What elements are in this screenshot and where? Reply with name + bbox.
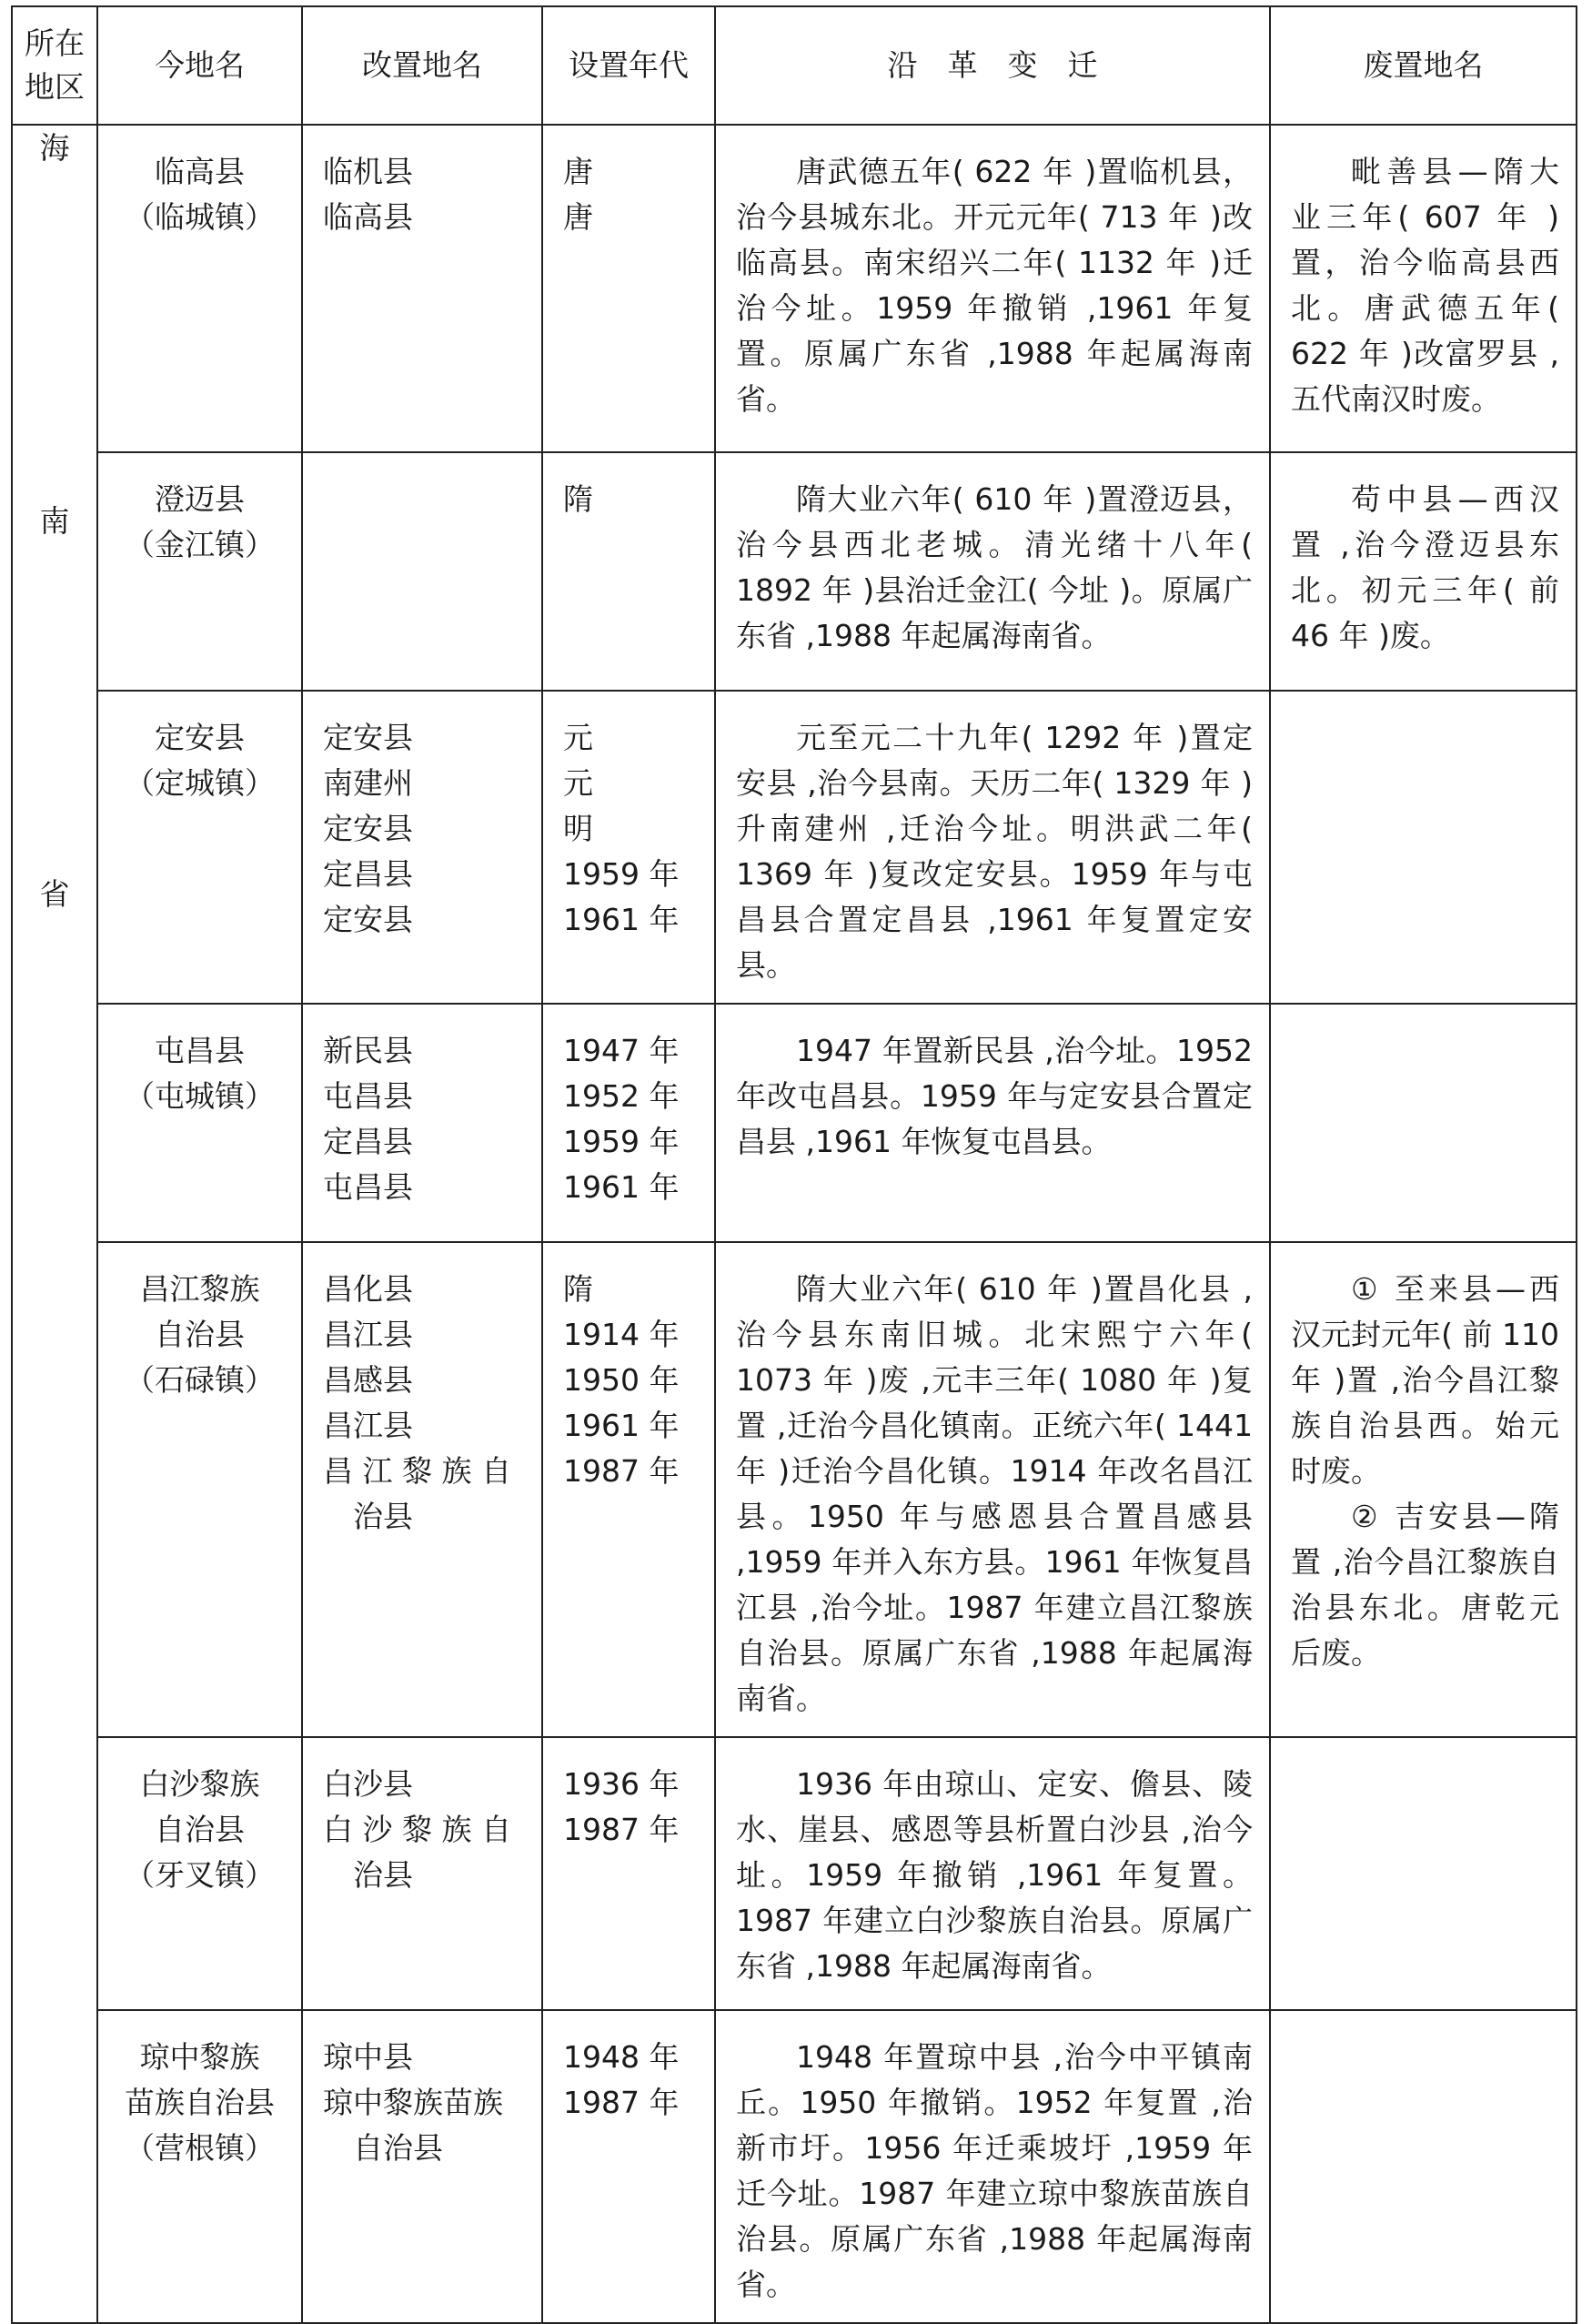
reset-names-cell-line: 昌化县 [323,1271,413,1307]
era-cell-line: 1948 年 [563,2039,680,2075]
reset-names-cell-line: 南建州 [323,765,413,801]
region-char: 省 [39,876,70,912]
era-cell [542,1004,715,1242]
history-text: 隋大业六年( 610 年 )置昌化县 ,治今县东南旧城。北宋熙宁六年( 1073 年 )废 ,元丰三年( 1080 年 )复置 ,迁治今昌化镇南。正统六年( 1441 年 )迁治今昌化镇。1914 年改名昌江县。1950 年与感恩县合置昌感县 ,1959 年并入东方县。1961 年恢复昌江县 ,治今址。1987 年建立昌江黎族自治县。原属广东省 ,1988 年起属海南省。 [736,1271,1253,1716]
reset-names-cell-line: 昌江县 [323,1408,413,1443]
era-cell-line: 1961 年 [563,1169,680,1205]
history-cell [715,2010,1270,2323]
table-row [12,1737,1577,2010]
reset-names-cell-line: 昌江县 [323,1317,413,1352]
current-name-cell [97,2010,302,2323]
header-current-name: 今地名 [97,6,302,125]
region-cell [12,125,97,2323]
history-text: 隋大业六年( 610 年 )置澄迈县，治今县西北老城。清光绪十八年( 1892 年 )县治迁金江( 今址 )。原属广东省 ,1988 年起属海南省。 [736,481,1253,653]
current-name-cell-line: （石碌镇） [125,1362,275,1398]
header-abolished: 废置地名 [1270,6,1577,125]
current-name-cell [97,452,302,691]
current-name-cell-line: （营根镇） [125,2130,275,2166]
table-row [12,1242,1577,1737]
current-name-cell-line: 苗族自治县 [125,2085,275,2120]
current-name-cell [97,691,302,1004]
current-name-cell-line: （牙叉镇） [125,1857,275,1893]
history-cell [715,452,1270,691]
abolished-entry: 苟中县—西汉置 ,治今澄迈县东北。初元三年( 前 46 年 )废。 [1291,481,1559,653]
reset-names-cell-line: 琼中黎族苗族 [323,2085,503,2120]
reset-names-cell-line: 临机县 [323,154,413,189]
abolished-cell [1270,2010,1577,2323]
era-cell-line: 1959 年 [563,856,680,892]
reset-names-cell-line: 定安县 [323,720,413,755]
reset-names-cell-line: 自治县 [323,2130,443,2166]
table-row [12,452,1577,691]
reset-names-cell-line: 定安县 [323,811,413,846]
history-cell [715,125,1270,452]
era-cell-line: 元 [563,765,593,801]
history-cell [715,1242,1270,1737]
abolished-entry: ② 吉安县—隋置 ,治今昌江黎族自治县东北。唐乾元后废。 [1291,1499,1559,1671]
history-text: 唐武德五年( 622 年 )置临机县，治今县城东北。开元元年( 713 年 )改临高县。南宋绍兴二年( 1132 年 )迁治今址。1959 年撤销 ,1961 年复置。原属广东省 ,1988 年起属海南省。 [736,154,1253,417]
current-name-cell [97,1737,302,2010]
reset-names-cell [302,1737,542,2010]
reset-names-cell [302,691,542,1004]
abolished-cell [1270,452,1577,691]
abolished-entry: ① 至来县—西汉元封元年( 前 110 年 )置 ,治今昌江黎族自治县西。始元时废。 [1291,1271,1559,1489]
current-name-cell [97,125,302,452]
table-row [12,125,1577,452]
era-cell [542,125,715,452]
era-cell-line: 1952 年 [563,1078,680,1114]
reset-names-cell [302,1004,542,1242]
abolished-cell [1270,1004,1577,1242]
reset-names-cell-line: 琼中县 [323,2039,413,2075]
abolished-entry: 毗善县—隋大业三年( 607 年 )置，治今临高县西北。唐武德五年( 622 年 )改富罗县 ,五代南汉时废。 [1291,154,1559,417]
gazetteer-table [11,5,1577,2324]
reset-names-cell-line: 白沙县 [323,1766,413,1802]
table-row [12,691,1577,1004]
reset-names-cell-line: 昌感县 [323,1362,413,1398]
era-cell-line: 1936 年 [563,1766,680,1802]
reset-names-cell-line: 临高县 [323,199,413,235]
reset-names-cell-line: 新民县 [323,1033,413,1068]
reset-names-cell [302,452,542,691]
current-name-cell-line: 澄迈县 [155,481,245,517]
abolished-cell [1270,691,1577,1004]
era-cell-line: 1914 年 [563,1317,680,1352]
history-cell [715,691,1270,1004]
header-row [12,6,1577,125]
history-text: 1948 年置琼中县 ,治今中平镇南丘。1950 年撤销。1952 年复置 ,治新市圩。1956 年迁乘坡圩 ,1959 年迁今址。1987 年建立琼中黎族苗族自治县。原属广东省 ,1988 年起属海南省。 [736,2039,1253,2302]
current-name-cell [97,1242,302,1737]
current-name-cell [97,1004,302,1242]
era-cell-line: 1947 年 [563,1033,680,1068]
history-text: 1947 年置新民县 ,治今址。1952 年改屯昌县。1959 年与定安县合置定昌县 ,1961 年恢复屯昌县。 [736,1033,1253,1159]
current-name-cell-line: （临城镇） [125,199,275,235]
era-cell-line: 1950 年 [563,1362,680,1398]
era-cell-line: 明 [563,811,593,846]
current-name-cell-line: 昌江黎族 [139,1271,260,1307]
reset-names-cell-line: 定安县 [323,902,413,937]
current-name-cell-line: （定城镇） [125,765,275,801]
region-char: 海 [39,130,70,166]
current-name-cell-line: 自治县 [155,1812,245,1847]
abolished-cell [1270,1737,1577,2010]
current-name-cell-line: （屯城镇） [125,1078,275,1114]
era-cell-line: 1987 年 [563,1453,680,1489]
era-cell [542,452,715,691]
table-row [12,2010,1577,2323]
era-cell-line: 唐 [563,199,593,235]
region-char: 南 [39,503,70,539]
reset-names-cell-line: 定昌县 [323,1124,413,1159]
reset-names-cell-line: 治县 [323,1857,413,1893]
header-reset-names: 改置地名 [302,6,542,125]
era-cell-line: 1961 年 [563,1408,680,1443]
era-cell-line: 1959 年 [563,1124,680,1159]
reset-names-cell [302,125,542,452]
current-name-cell-line: 临高县 [155,154,245,189]
era-cell-line: 隋 [563,1271,593,1307]
reset-names-cell-line: 昌 江 黎 族 自 [323,1453,511,1489]
current-name-cell-line: 琼中黎族 [139,2039,260,2075]
current-name-cell-line: 屯昌县 [155,1033,245,1068]
era-cell-line: 1987 年 [563,1812,680,1847]
era-cell-line: 元 [563,720,593,755]
era-cell [542,691,715,1004]
era-cell-line: 1961 年 [563,902,680,937]
current-name-cell-line: （金江镇） [125,527,275,562]
reset-names-cell [302,1242,542,1737]
era-cell [542,1242,715,1737]
history-text: 1936 年由琼山、定安、儋县、陵水、崖县、感恩等县析置白沙县 ,治今址。1959 年撤销 ,1961 年复置。1987 年建立白沙黎族自治县。原属广东省 ,1988 年起属海南省。 [736,1766,1253,1984]
abolished-cell [1270,125,1577,452]
history-cell [715,1737,1270,2010]
era-cell [542,1737,715,2010]
era-cell-line: 1987 年 [563,2085,680,2120]
header-era: 设置年代 [542,6,715,125]
abolished-cell [1270,1242,1577,1737]
table-row [12,1004,1577,1242]
current-name-cell-line: 自治县 [155,1317,245,1352]
reset-names-cell-line: 屯昌县 [323,1169,413,1205]
era-cell-line: 唐 [563,154,593,189]
history-text: 元至元二十九年( 1292 年 )置定安县 ,治今县南。天历二年( 1329 年 )升南建州 ,迁治今址。明洪武二年( 1369 年 )复改定安县。1959 年与屯昌县合置定昌县 ,1961 年复置定安县。 [736,720,1253,983]
reset-names-cell-line: 定昌县 [323,856,413,892]
reset-names-cell [302,2010,542,2323]
reset-names-cell-line: 白 沙 黎 族 自 [323,1812,511,1847]
current-name-cell-line: 定安县 [155,720,245,755]
era-cell [542,2010,715,2323]
header-region: 所在 地区 [12,6,97,125]
current-name-cell-line: 白沙黎族 [139,1766,260,1802]
reset-names-cell-line: 屯昌县 [323,1078,413,1114]
header-history: 沿 革 变 迁 [715,6,1270,125]
era-cell-line: 隋 [563,481,593,517]
history-cell [715,1004,1270,1242]
reset-names-cell-line: 治县 [323,1499,413,1534]
